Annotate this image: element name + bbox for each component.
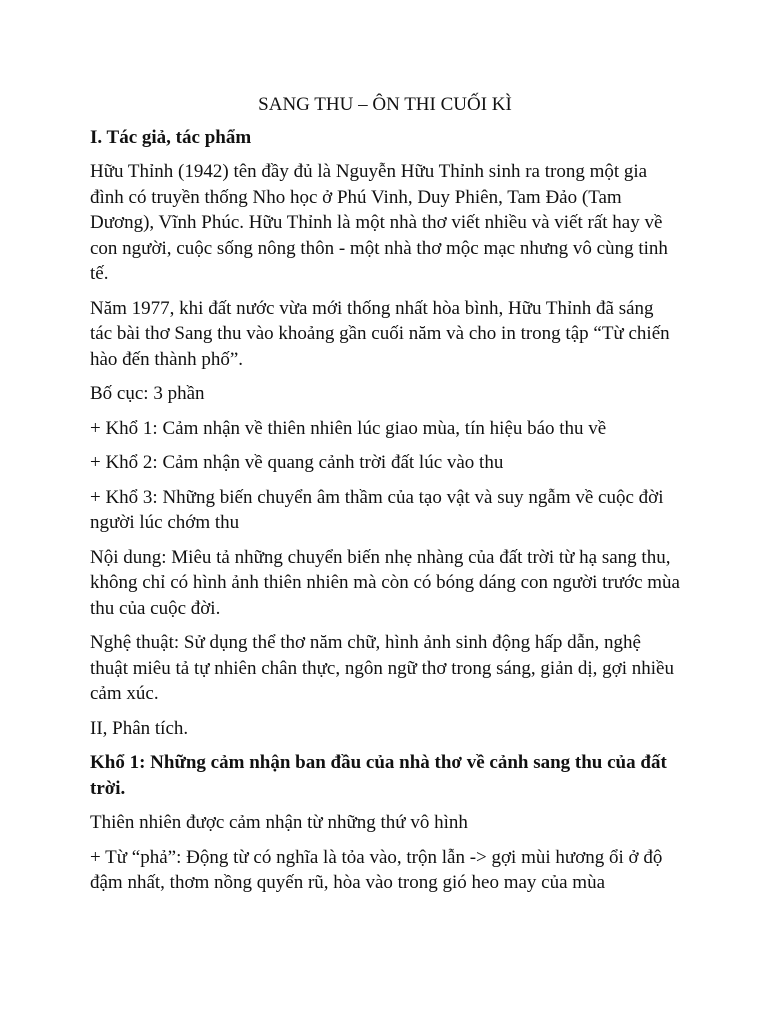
stanza-1-heading: Khổ 1: Những cảm nhận ban đầu của nhà thơ về cảnh sang thu của đất trời. bbox=[90, 752, 667, 799]
stanza-1-item: + Khổ 1: Cảm nhận về thiên nhiên lúc giao mùa, tín hiệu báo thu về bbox=[90, 417, 607, 439]
nature-paragraph: Thiên nhiên được cảm nhận từ những thứ vô hình bbox=[90, 812, 468, 833]
section-1-heading: I. Tác giả, tác phẩm bbox=[90, 126, 252, 148]
stanza-2-item: + Khổ 2: Cảm nhận về quang cảnh trời đất lúc vào thu bbox=[90, 452, 504, 473]
pha-paragraph: + Từ “phả”: Động từ có nghĩa là tỏa vào, trộn lẫn -> gợi mùi hương ổi ở độ đậm nhất, thơm nồng quyến rũ, hòa vào trong gió heo may của mùa bbox=[90, 846, 663, 893]
art-paragraph: Nghệ thuật: Sử dụng thể thơ năm chữ, hình ảnh sinh động hấp dẫn, nghệ thuật miêu tả tự nhiên chân thực, ngôn ngữ thơ trong sáng, giản dị, gợi nhiều cảm xúc. bbox=[90, 632, 674, 704]
section-2-heading: II, Phân tích. bbox=[90, 717, 189, 739]
stanza-3-item: + Khổ 3: Những biến chuyển âm thầm của tạo vật và suy ngẫm về cuộc đời người lúc chớm thu bbox=[90, 486, 664, 533]
context-paragraph: Năm 1977, khi đất nước vừa mới thống nhất hòa bình, Hữu Thỉnh đã sáng tác bài thơ Sang thu vào khoảng gần cuối năm và cho in trong tập “Từ chiến hào đến thành phố”. bbox=[90, 297, 670, 370]
document-page bbox=[90, 92, 680, 905]
author-paragraph: Hữu Thỉnh (1942) tên đầy đủ là Nguyễn Hữu Thỉnh sinh ra trong một gia đình có truyền thống Nho học ở Phú Vinh, Duy Phiên, Tam Đảo (Tam Dương), Vĩnh Phúc. Hữu Thỉnh là một nhà thơ viết nhiều và viết rất hay về con người, cuộc sống nông thôn - một nhà thơ mộc mạc nhưng vô cùng tinh tế. bbox=[90, 161, 668, 284]
content-paragraph: Nội dung: Miêu tả những chuyển biến nhẹ nhàng của đất trời từ hạ sang thu, không chỉ có hình ảnh thiên nhiên mà còn có bóng dáng con người trước mùa thu của cuộc đời. bbox=[90, 546, 680, 619]
document-title: SANG THU – ÔN THI CUỐI KÌ bbox=[258, 94, 512, 115]
layout-label: Bố cục: 3 phần bbox=[90, 383, 205, 404]
